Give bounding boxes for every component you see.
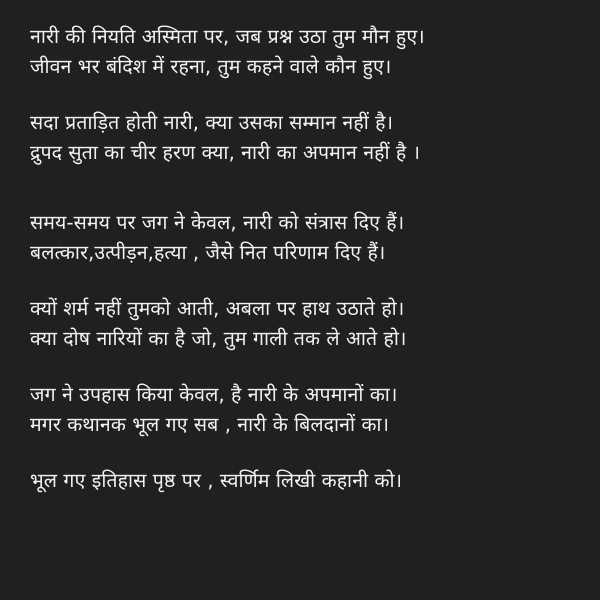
poem-line: बलत्कार,उत्पीड़न,हत्या , जैसे नित परिणाम दिए हैं। [30,241,386,264]
stanza-gap [30,82,582,108]
stanza-5 [30,380,582,440]
stanza-gap [30,268,582,294]
poem-line: सदा प्रताड़ित होती नारी, क्या उसका सम्मान नहीं है। [30,111,394,134]
poem-line: समय-समय पर जग ने केवल, नारी को संत्रास दिए हैं। [30,211,405,234]
poem-line: द्रुपद सुता का चीर हरण क्या, नारी का अपमान नहीं है । [30,141,421,164]
stanza-gap [30,440,582,466]
stanza-gap [30,354,582,380]
poem-line: जीवन भर बंदिश में रहना, तुम कहने वाले कौन हुए। [30,55,392,78]
poem-line: क्या दोष नारियों का है जो, तुम गाली तक ले आते हो। [30,327,407,350]
poem-body [30,22,582,496]
poem-line: भूल गए इतिहास पृष्ठ पर , स्वर्णिम लिखी कहानी को। [30,469,403,492]
bottom-clip-overlay [0,586,600,600]
stanza-2 [30,108,582,168]
poem-line: मगर कथानक भूल गए सब , नारी के बिलदानों का। [30,413,390,436]
poem-line: जग ने उपहास किया केवल, है नारी के अपमानों का। [30,383,398,406]
stanza-4 [30,294,582,354]
stanza-gap [30,168,582,208]
stanza-1 [30,22,582,82]
poem-line: क्यों शर्म नहीं तुमको आती, अबला पर हाथ उठाते हो। [30,297,405,320]
stanza-3 [30,208,582,268]
stanza-6 [30,466,582,496]
poem-line: नारी की नियति अस्मिता पर, जब प्रश्न उठा तुम मौन हुए। [30,25,425,48]
